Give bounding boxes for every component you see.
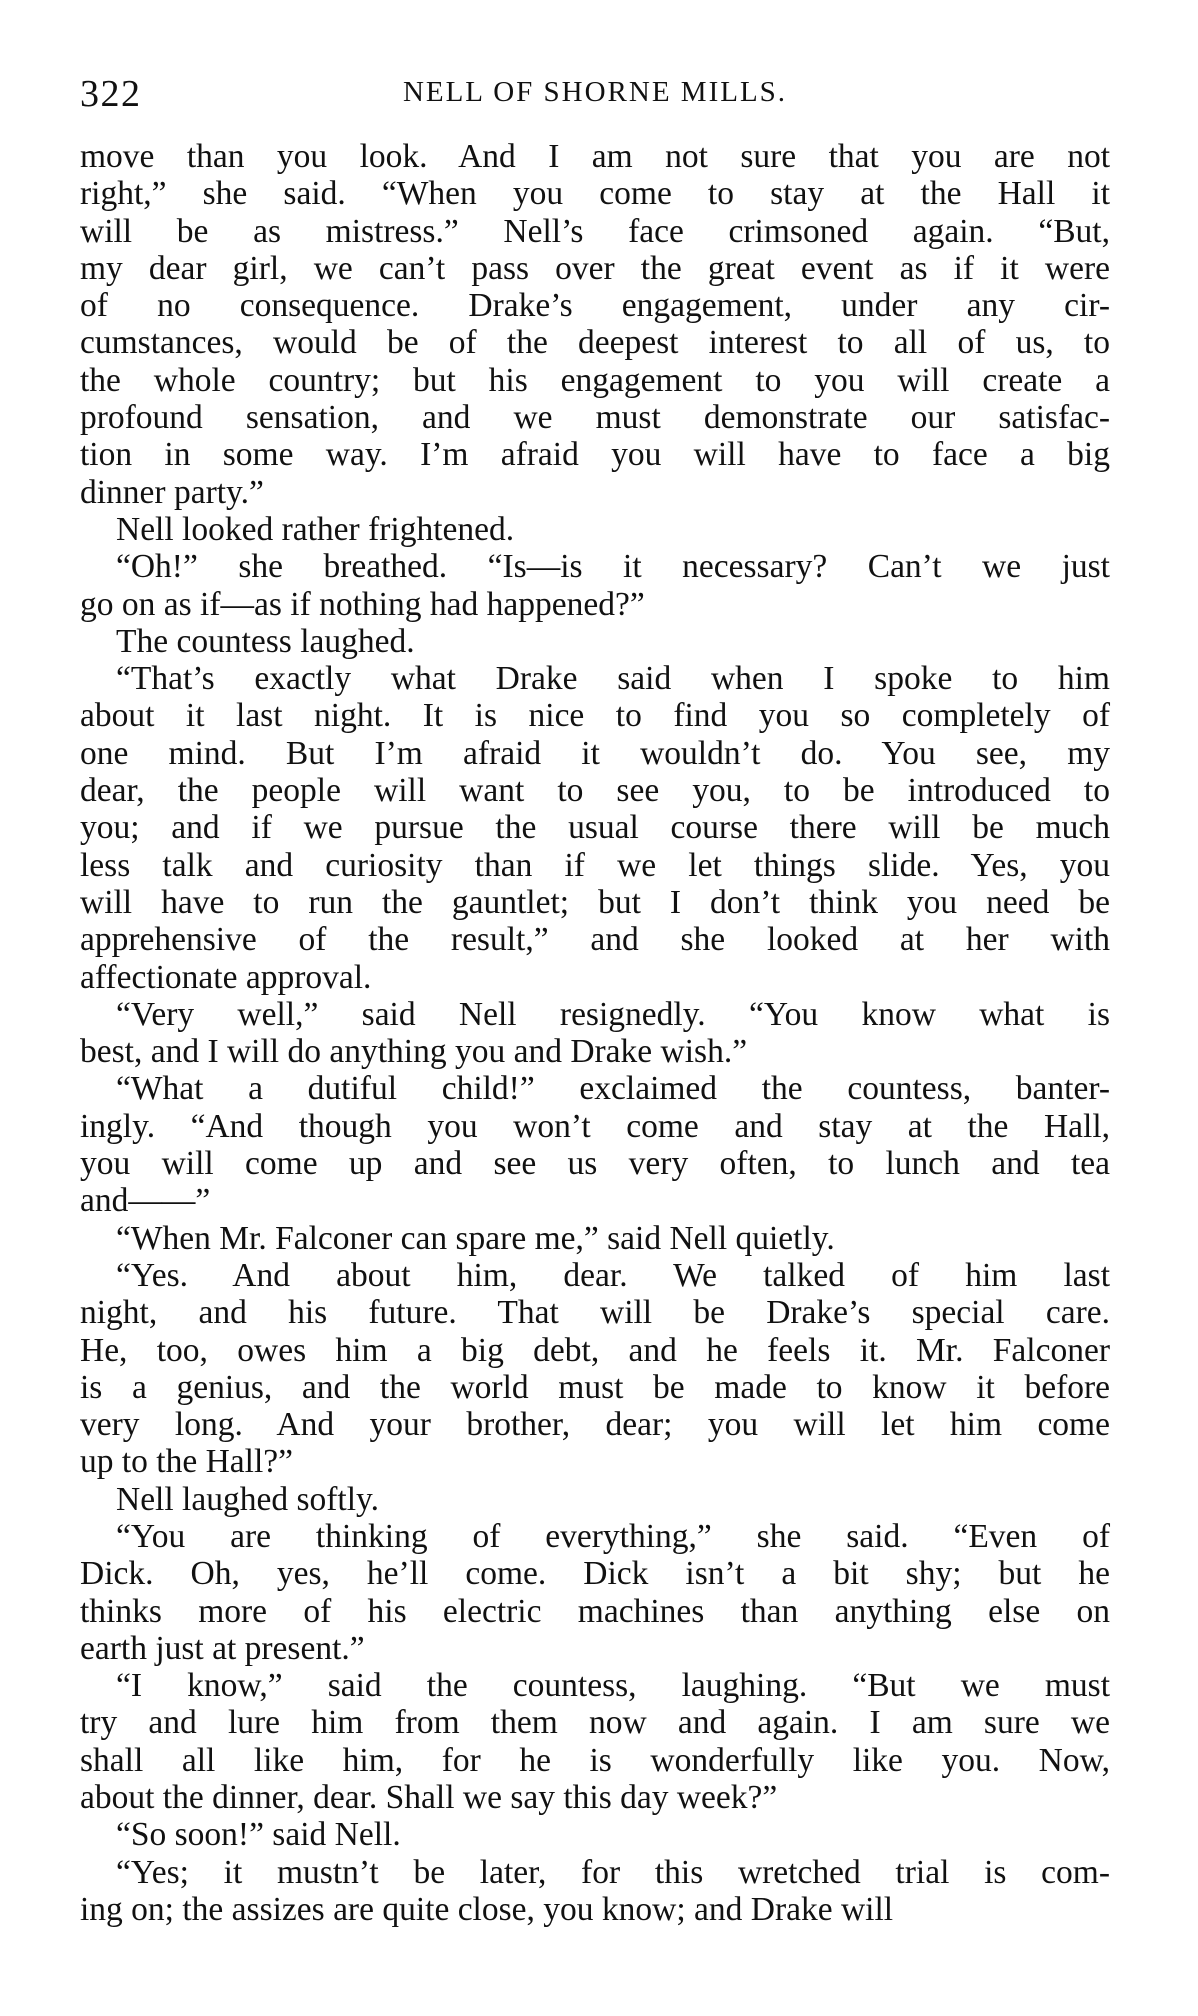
page-number: 322	[80, 73, 142, 115]
text-line: will be as mistress.” Nell’s face crimsoned again. “But,	[80, 212, 1110, 250]
text-line: “You are thinking of everything,” she said. “Even of	[116, 1517, 1110, 1555]
text-line: affectionate approval.	[80, 958, 372, 996]
text-line: “Very well,” said Nell resignedly. “You know what is	[116, 995, 1110, 1033]
text-line: right,” she said. “When you come to stay at the Hall it	[80, 175, 1110, 213]
text-line: “When Mr. Falconer can spare me,” said Nell quietly.	[116, 1219, 835, 1257]
book-page	[80, 64, 1110, 1928]
text-line: “Oh!” she breathed. “Is—is it necessary? Can’t we just	[116, 548, 1110, 586]
text-line: “What a dutiful child!” exclaimed the countess, banter-	[116, 1070, 1110, 1108]
text-line: apprehensive of the result,” and she looked at her with	[80, 921, 1110, 959]
text-line: profound sensation, and we must demonstrate our satisfac-	[80, 399, 1110, 437]
running-title: NELL OF SHORNE MILLS.	[402, 76, 788, 108]
text-line: Nell laughed softly.	[116, 1480, 379, 1518]
text-line: the whole country; but his engagement to you will create a	[80, 361, 1110, 399]
text-line: go on as if—as if nothing had happened?”	[80, 585, 645, 623]
text-line: of no consequence. Drake’s engagement, under any cir-	[80, 287, 1110, 325]
text-line: dinner party.”	[80, 473, 264, 511]
body-text	[80, 138, 1110, 1928]
text-line: He, too, owes him a big debt, and he feels it. Mr. Falconer	[80, 1331, 1110, 1369]
text-line: my dear girl, we can’t pass over the great event as if it were	[80, 249, 1110, 287]
text-line: one mind. But I’m afraid it wouldn’t do. You see, my	[80, 734, 1110, 772]
running-head	[80, 64, 1110, 122]
text-line: “So soon!” said Nell.	[116, 1816, 401, 1854]
text-line: “That’s exactly what Drake said when I spoke to him	[116, 660, 1110, 698]
text-line: move than you look. And I am not sure that you are not	[80, 138, 1110, 175]
text-line: less talk and curiosity than if we let things slide. Yes, you	[80, 846, 1110, 884]
text-line: night, and his future. That will be Drake’s special care.	[80, 1294, 1110, 1332]
text-line: Dick. Oh, yes, he’ll come. Dick isn’t a bit shy; but he	[80, 1555, 1110, 1593]
text-line: ing on; the assizes are quite close, you know; and Drake will	[80, 1890, 894, 1928]
text-line: earth just at present.”	[80, 1629, 365, 1667]
text-line: dear, the people will want to see you, to be introduced to	[80, 772, 1110, 810]
text-line: tion in some way. I’m afraid you will have to face a big	[80, 436, 1110, 474]
text-line: about it last night. It is nice to find you so completely of	[80, 697, 1110, 735]
text-line: up to the Hall?”	[80, 1443, 294, 1481]
text-line: try and lure him from them now and again. I am sure we	[80, 1704, 1110, 1742]
text-line: thinks more of his electric machines than anything else on	[80, 1592, 1110, 1630]
text-line: shall all like him, for he is wonderfully like you. Now,	[80, 1741, 1110, 1779]
text-line: best, and I will do anything you and Drake wish.”	[80, 1033, 748, 1071]
text-line: “Yes; it mustn’t be later, for this wretched trial is com-	[116, 1853, 1110, 1891]
text-line: will have to run the gauntlet; but I don’t think you need be	[80, 883, 1110, 921]
text-line: Nell looked rather frightened.	[116, 510, 515, 548]
text-line: very long. And your brother, dear; you will let him come	[80, 1406, 1110, 1444]
text-line: about the dinner, dear. Shall we say this day week?”	[80, 1779, 778, 1817]
text-line: is a genius, and the world must be made to know it before	[80, 1368, 1110, 1406]
text-line: you; and if we pursue the usual course there will be much	[80, 809, 1110, 847]
text-line: “Yes. And about him, dear. We talked of him last	[116, 1256, 1110, 1294]
text-line: ingly. “And though you won’t come and stay at the Hall,	[80, 1107, 1110, 1145]
text-line: and——”	[80, 1182, 211, 1220]
text-line: you will come up and see us very often, to lunch and tea	[80, 1145, 1110, 1183]
text-line: cumstances, would be of the deepest interest to all of us, to	[80, 324, 1110, 362]
text-line: The countess laughed.	[116, 622, 415, 660]
text-line: “I know,” said the countess, laughing. “But we must	[116, 1667, 1110, 1705]
